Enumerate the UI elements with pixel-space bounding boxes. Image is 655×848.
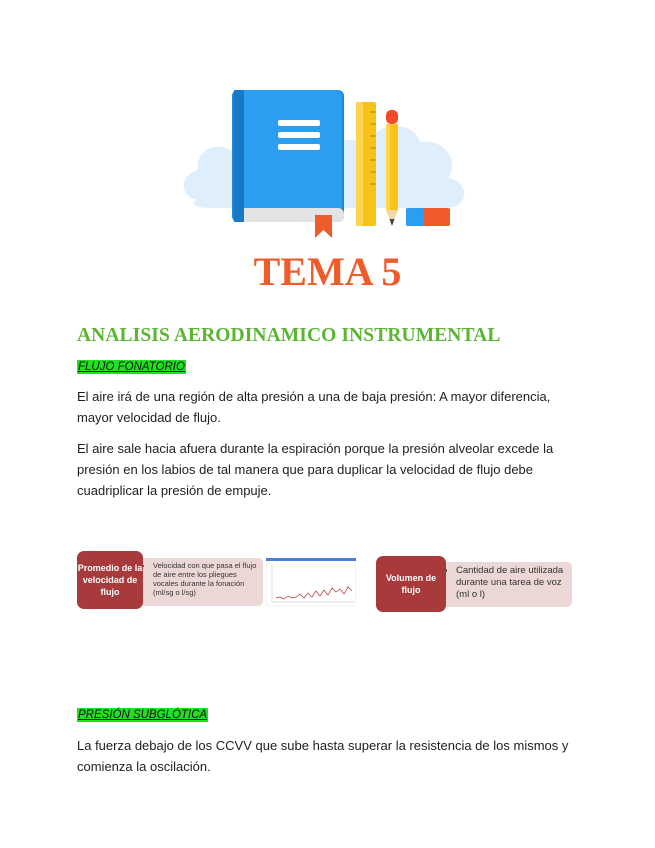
pencil-icon	[386, 110, 398, 226]
eraser-icon	[406, 208, 450, 226]
presion-subglotica-heading: PRESIÓN SUBGLÓTICA	[78, 709, 208, 721]
volume-description-card	[436, 562, 572, 607]
flujo-fonatorio-heading: FLUJO FONATORIO	[78, 361, 185, 373]
book-icon	[232, 90, 344, 238]
volume-box: Volumen de flujo	[376, 556, 446, 612]
flujo-paragraph-1: El aire irá de una región de alta presión a una de baja presión: A mayor diferencia, mayor velocidad de flujo.	[77, 389, 551, 425]
flow-rate-description-card	[137, 558, 263, 606]
flujo-paragraph-2: El aire sale hacia afuera durante la espiración porque la presión alveolar excede la presión en los labios de tal manera que para duplicar la velocidad de flujo debe cuadriplicar la presión de empuje.	[77, 441, 554, 498]
flow-rate-description: • Velocidad con que pasa el flujo de aire entre los pliegues vocales durante la fonación (ml/sg o l/sg)	[153, 561, 260, 597]
page-title: TEMA 5	[253, 249, 402, 294]
ruler-icon	[356, 102, 376, 226]
flow-rate-box: Promedio de la velocidad de flujo	[77, 551, 143, 609]
book-illustration	[170, 80, 470, 250]
presion-paragraph-1: La fuerza debajo de los CCVV que sube hasta superar la resistencia de los mismos y comienza la oscilación.	[77, 738, 569, 774]
flow-graph-thumbnail	[266, 558, 356, 606]
section-title: ANALISIS AERODINAMICO INSTRUMENTAL	[77, 325, 501, 346]
volume-description: • Cantidad de aire utilizada durante una tarea de voz (ml o l)	[456, 565, 566, 601]
